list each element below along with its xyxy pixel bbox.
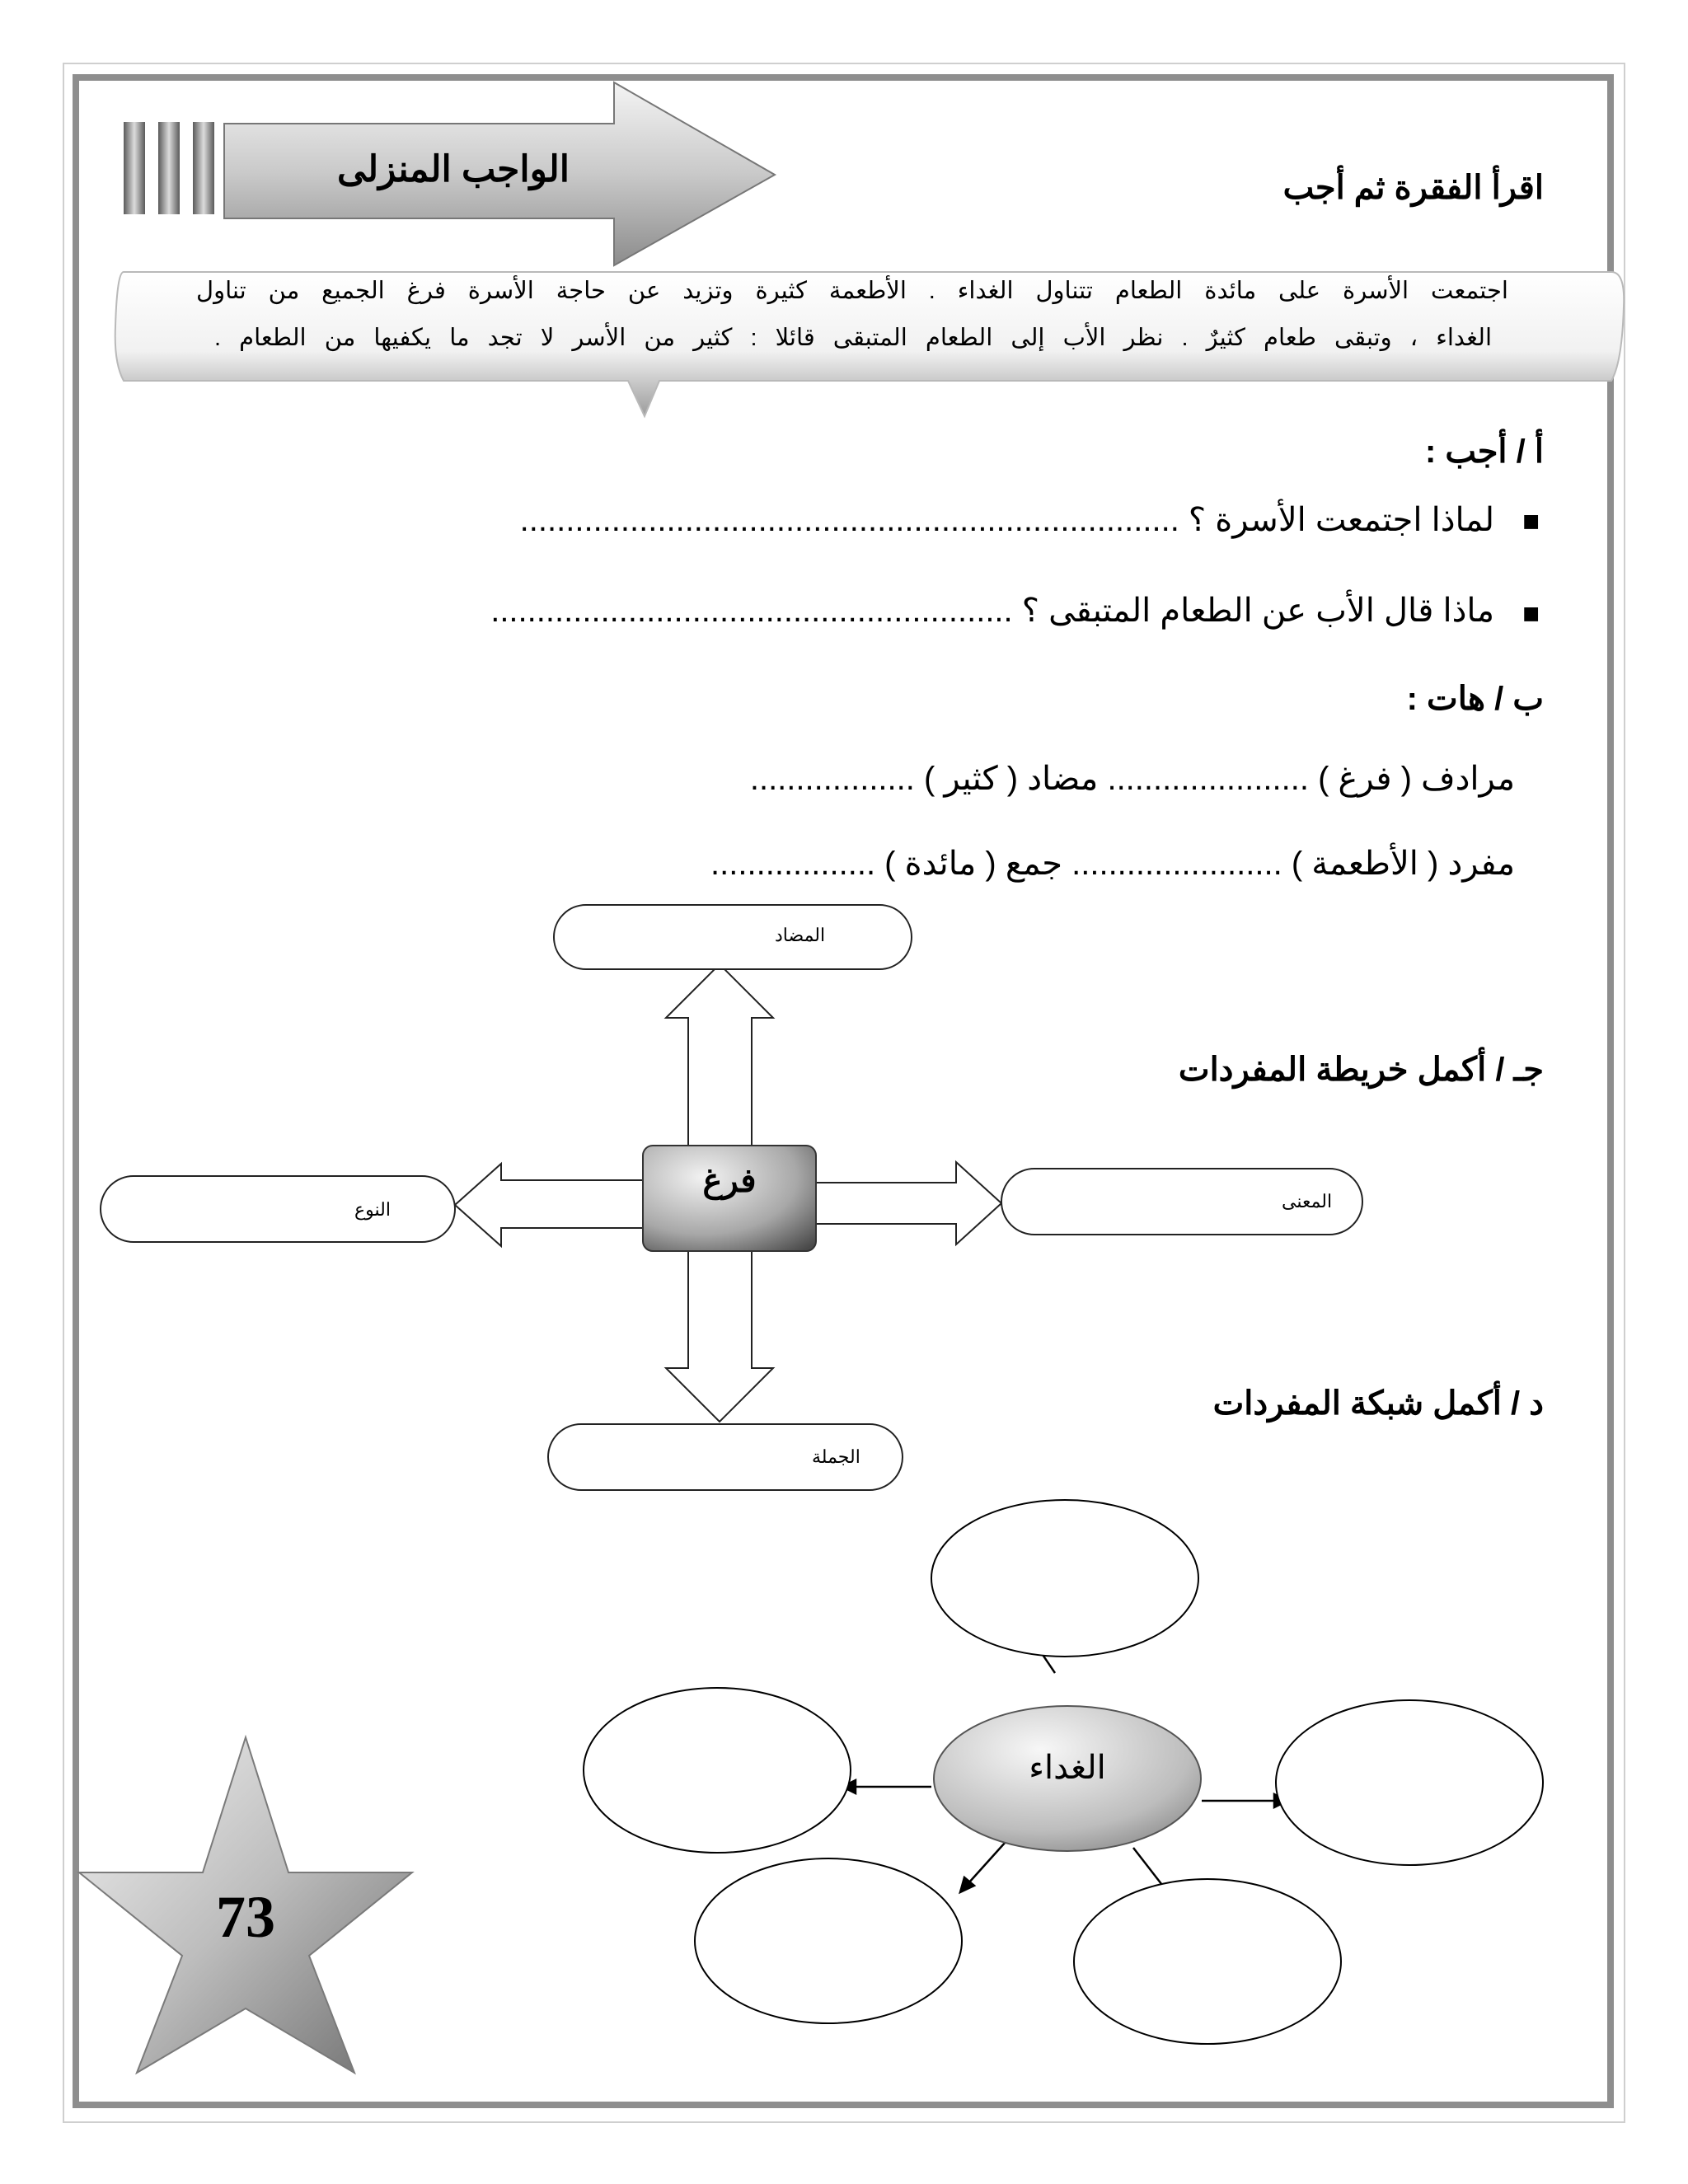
map-label-top: المضاد — [775, 925, 826, 945]
question-2: ماذا قال الأب عن الطعام المتبقى ؟ ......................................................... — [490, 593, 1494, 629]
map-label-bottom: الجملة — [812, 1446, 860, 1467]
map-label-right: المعنى — [1282, 1191, 1333, 1212]
section-b-line-1: مرادف ( فرغ ) ...................... مضاد ( كثير ) .................. — [749, 761, 1515, 797]
banner-title: الواجب المنزلى — [337, 149, 570, 190]
map-center-word: فرغ — [702, 1163, 757, 1199]
section-c-title: جـ / أكمل خريطة المفردات — [1178, 1052, 1544, 1088]
banner-stripes — [124, 122, 214, 214]
question-1: لماذا اجتمعت الأسرة ؟ ........................................................................ — [519, 502, 1494, 538]
paragraph-line-2: الغداء ، وتبقى طعام كثيرٌ . نظر الأب إلى الطعام المتبقى قائلا : كثير من الأسر لا تجد ما يكفيها من الطعام . — [214, 325, 1492, 351]
bullet-icon: ■ — [1522, 511, 1540, 532]
map-label-left: النوع — [354, 1199, 391, 1220]
instruction-heading: اقرأ الفقرة ثم أجب — [1282, 170, 1544, 206]
section-b-title: ب / هات : — [1406, 681, 1544, 717]
section-b-line-2: مفرد ( الأطعمة ) ....................... جمع ( مائدة ) .................. — [710, 846, 1515, 882]
web-center-word: الغداء — [1029, 1750, 1106, 1786]
paragraph-line-1: اجتمعت الأسرة على مائدة الطعام تتناول الغداء . الأطعمة كثيرة وتزيد عن حاجة الأسرة فرغ الجميع من تناول — [196, 278, 1508, 304]
page-number: 73 — [216, 1884, 275, 1950]
bullet-icon: ■ — [1522, 603, 1540, 624]
section-a-title: أ / أجب : — [1424, 434, 1544, 470]
section-d-title: د / أكمل شبكة المفردات — [1212, 1385, 1544, 1422]
